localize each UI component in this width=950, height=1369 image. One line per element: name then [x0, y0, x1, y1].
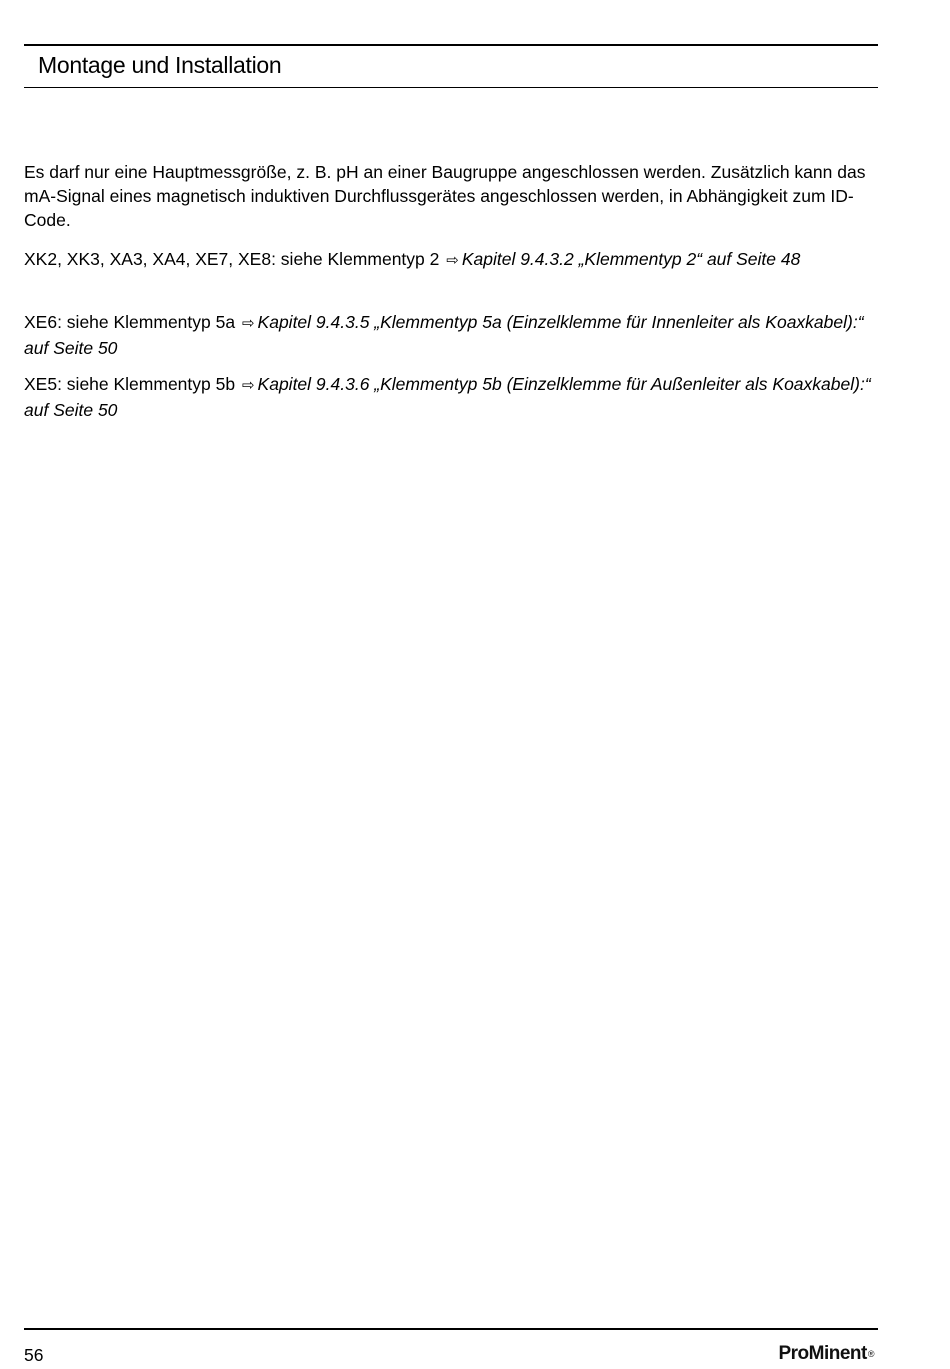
intro-paragraph: Es darf nur eine Hauptmessgröße, z. B. pH an einer Baugruppe angeschlossen werden. Zusätzlich kann das mA-Signal eines magnetisch induktiven Durchflussgerätes angeschlossen werden, in Abhängigkeit zum ID-Code.	[24, 162, 866, 230]
section-title: Montage und Installation	[38, 52, 282, 78]
reference-paragraph-terminal-type-2	[24, 247, 884, 273]
reference-paragraph-terminal-type-5b	[24, 372, 884, 422]
registered-mark: ®	[867, 1349, 874, 1359]
cross-reference-link[interactable]: Kapitel 9.4.3.5 „Klemmentyp 5a (Einzelklemme für Innenleiter als Koaxkabel):“ auf Seite 50	[24, 312, 864, 358]
brand-logo	[778, 1343, 874, 1365]
page-number: 56	[24, 1345, 44, 1365]
brand-name: ProMinent	[778, 1343, 867, 1364]
reference-lead-text: XE6: siehe Klemmentyp 5a	[24, 312, 236, 332]
reference-lead-text: XK2, XK3, XA3, XA4, XE7, XE8: siehe Klemmentyp 2	[24, 249, 440, 269]
cross-reference-arrow-icon: ⇨	[241, 315, 255, 332]
cross-reference-link[interactable]: Kapitel 9.4.3.6 „Klemmentyp 5b (Einzelklemme für Außenleiter als Koaxkabel):“ auf Seite 50	[24, 374, 871, 420]
reference-paragraph-terminal-type-5a	[24, 310, 884, 360]
header-top-rule	[24, 44, 878, 46]
header-bottom-rule	[24, 87, 878, 88]
cross-reference-arrow-icon: ⇨	[446, 252, 459, 269]
cross-reference-link[interactable]: Kapitel 9.4.3.2 „Klemmentyp 2“ auf Seite 48	[461, 249, 801, 269]
cross-reference-arrow-icon: ⇨	[241, 377, 255, 394]
reference-lead-text: XE5: siehe Klemmentyp 5b	[24, 374, 236, 394]
footer-rule	[24, 1328, 878, 1330]
